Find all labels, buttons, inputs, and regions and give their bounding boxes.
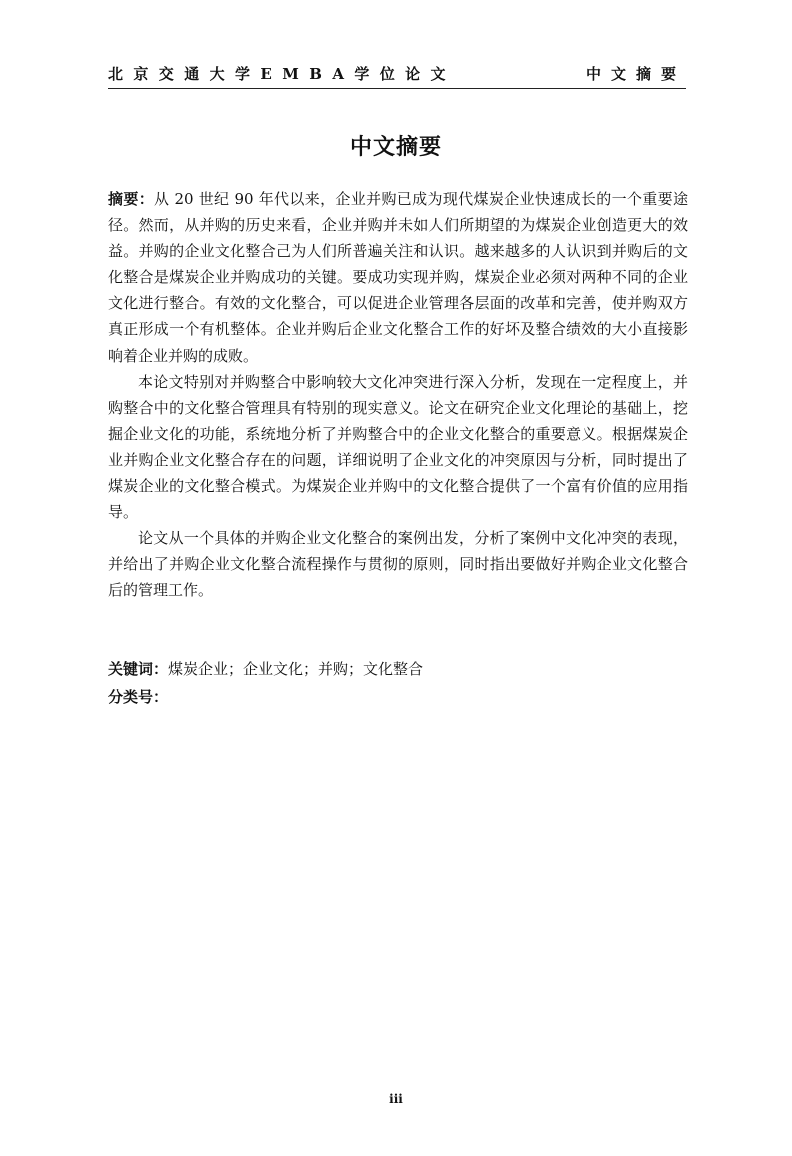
abstract-body (108, 186, 688, 604)
keywords-label: 关键词： (108, 660, 169, 678)
abstract-paragraph-1-text: 从 20 世纪 90 年代以来，企业并购已成为现代煤炭企业快速成长的一个重要途径。然而，从并购的历史来看，企业并购并未如人们所期望的为煤炭企业创造更大的效益。并购的企业文化整合己为人们所普遍关注和认识。越来越多的人认识到并购后的文化整合是煤炭企业并购成功的关键。要成功实现并购，煤炭企业必须对两种不同的企业文化进行整合。有效的文化整合，可以促进企业管理各层面的改革和完善，使并购双方真正形成一个有机整体。企业并购后企业文化整合工作的好坏及整合绩效的大小直接影响着企业并购的成败。 (108, 190, 688, 365)
page-number: iii (389, 1092, 403, 1106)
classification-label: 分类号： (108, 688, 169, 706)
keywords-value: 煤炭企业；企业文化；并购；文化整合 (168, 660, 424, 678)
classification-line (108, 684, 688, 710)
abstract-paragraph-1 (108, 186, 688, 369)
keywords-line (108, 656, 688, 682)
abstract-paragraph-2: 本论文特别对并购整合中影响较大文化冲突进行深入分析，发现在一定程度上，并购整合中的文化整合管理具有特别的现实意义。论文在研究企业文化理论的基础上，挖掘企业文化的功能，系统地分析了并购整合中的企业文化整合的重要意义。根据煤炭企业并购企业文化整合存在的问题，详细说明了企业文化的冲突原因与分析，同时提出了煤炭企业的文化整合模式。为煤炭企业并购中的文化整合提供了一个富有价值的应用指导。 (108, 372, 688, 522)
abstract-paragraph-3: 论文从一个具体的并购企业文化整合的案例出发，分析了案例中文化冲突的表现，并给出了并购企业文化整合流程操作与贯彻的原则，同时指出要做好并购企业文化整合后的管理工作。 (108, 529, 688, 600)
header-thesis-title: 北京交通大学EMBA学位论文 (108, 65, 456, 83)
page-title: 中文摘要 (349, 135, 442, 160)
header-section-name: 中文摘要 (585, 65, 686, 83)
running-header (108, 62, 686, 89)
abstract-label: 摘要： (108, 190, 155, 208)
